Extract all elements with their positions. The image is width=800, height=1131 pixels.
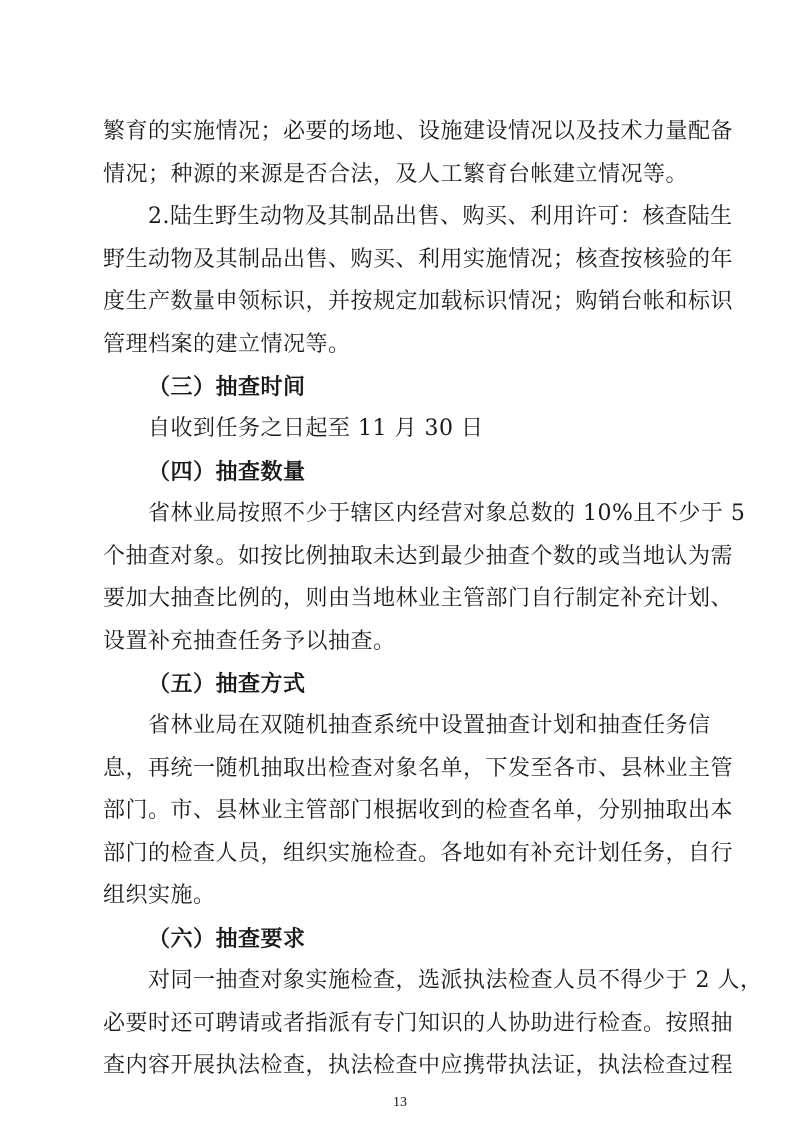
section-heading: （三）抽查时间 xyxy=(148,374,306,400)
body-text-line: 查内容开展执法检查，执法检查中应携带执法证，执法检查过程 xyxy=(103,1053,734,1078)
body-text-line: 息，再统一随机抽取出检查对象名单，下发至各市、县林业主管 xyxy=(103,756,734,781)
page-number: 13 xyxy=(393,1095,407,1110)
body-text-line: 必要时还可聘请或者指派有专门知识的人协助进行检查。按照抽 xyxy=(103,1011,734,1036)
body-text-line: 野生动物及其制品出售、购买、利用实施情况；核查按核验的年 xyxy=(103,247,734,272)
body-text-line: 部门。市、县林业主管部门根据收到的检查名单，分别抽取出本 xyxy=(103,798,734,823)
body-text-line: 情况；种源的来源是否合法，及人工繁育台帐建立情况等。 xyxy=(103,162,689,187)
body-text-line: 设置补充抽查任务予以抽查。 xyxy=(103,629,396,654)
body-text-line: 省林业局在双随机抽查系统中设置抽查计划和抽查任务信 xyxy=(148,713,711,738)
body-text-line: 对同一抽查对象实施检查，选派执法检查人员不得少于 2 人， xyxy=(148,968,763,993)
body-text-line: 组织实施。 xyxy=(103,883,216,908)
body-text-line: 部门的检查人员，组织实施检查。各地如有补充计划任务，自行 xyxy=(103,841,734,866)
body-text-line: 自收到任务之日起至 11 月 30 日 xyxy=(148,416,484,441)
section-heading: （五）抽查方式 xyxy=(148,671,306,697)
body-text-line: 2.陆生野生动物及其制品出售、购买、利用许可：核查陆生 xyxy=(148,204,733,229)
body-text-line: 繁育的实施情况；必要的场地、设施建设情况以及技术力量配备 xyxy=(103,119,734,144)
section-heading: （四）抽查数量 xyxy=(148,459,306,485)
section-heading: （六）抽查要求 xyxy=(148,926,306,952)
body-text-line: 度生产数量申领标识，并按规定加载标识情况；购销台帐和标识 xyxy=(103,289,734,314)
body-text-line: 个抽查对象。如按比例抽取未达到最少抽查个数的或当地认为需 xyxy=(103,544,734,569)
body-text-line: 要加大抽查比例的，则由当地林业主管部门自行制定补充计划、 xyxy=(103,586,734,611)
body-text-line: 省林业局按照不少于辖区内经营对象总数的 10%且不少于 5 xyxy=(148,501,746,526)
body-text-line: 管理档案的建立情况等。 xyxy=(103,332,351,357)
